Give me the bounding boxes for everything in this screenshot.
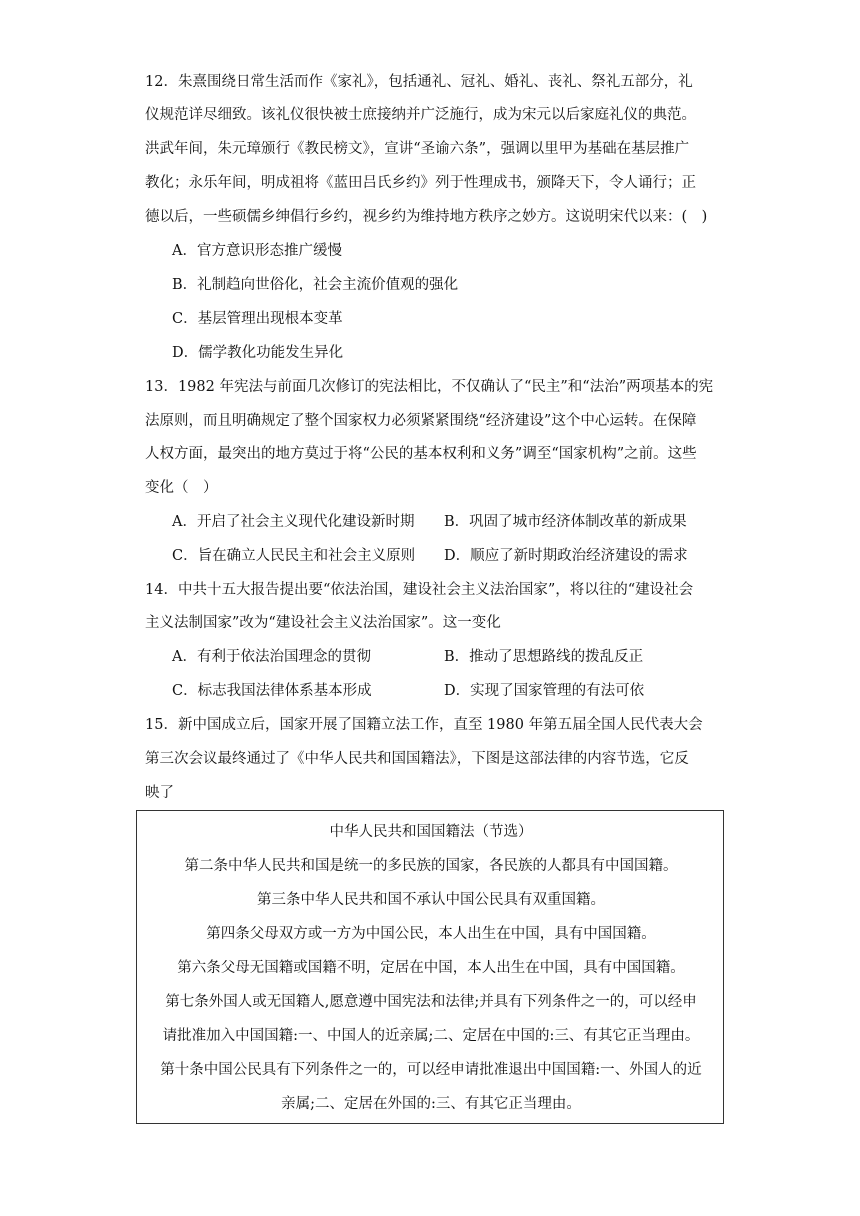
- q14-option-a[interactable]: A．有利于依法治国理念的贯彻: [172, 649, 371, 665]
- q15-stem-line: 映了: [145, 785, 174, 801]
- q12-stem-line: 洪武年间，朱元璋颁行《教民榜文》，宣讲“圣谕六条”，强调以里甲为基础在基层推广: [145, 141, 690, 157]
- law-article: 亲属;二、定居在外国的:三、有其它正当理由。: [281, 1096, 581, 1112]
- q14-option-d[interactable]: D．实现了国家管理的有法可依: [444, 683, 645, 699]
- q15-stem-line: 第三次会议最终通过了《中华人民共和国国籍法》，下图是这部法律的内容节选，它反: [145, 751, 689, 767]
- law-article: 第六条父母无国籍或国籍不明，定居在中国，本人出生在中国，具有中国国籍。: [177, 960, 685, 976]
- q13-stem-line: 人权方面，最突出的地方莫过于将“公民的基本权利和义务”调至“国家机构”之前。这些: [145, 446, 697, 462]
- q13-stem-line: 法原则，而且明确规定了整个国家权力必须紧紧围绕“经济建设”这个中心运转。在保障: [145, 413, 697, 429]
- q13-option-d[interactable]: D．顺应了新时期政治经济建设的需求: [444, 548, 688, 564]
- q13-option-b[interactable]: B．巩固了城市经济体制改革的新成果: [444, 514, 687, 530]
- law-excerpt-box: [136, 810, 724, 1124]
- q12-stem-line: 12．朱熹围绕日常生活而作《家礼》，包括通礼、冠礼、婚礼、丧礼、祭礼五部分，礼: [145, 74, 693, 90]
- q12-option-a[interactable]: A．官方意识形态推广缓慢: [172, 243, 342, 259]
- law-excerpt-title: 中华人民共和国国籍法（节选）: [329, 824, 533, 840]
- q13-stem-line: 13．1982 年宪法与前面几次修订的宪法相比，不仅确认了“民主”和“法治”两项基本的宪: [145, 379, 714, 395]
- q12-option-c[interactable]: C．基层管理出现根本变革: [172, 311, 343, 327]
- q14-stem-line: 主义法制国家”改为“建设社会主义法治国家”。这一变化: [145, 615, 501, 631]
- law-article: 第七条外国人或无国籍人,愿意遵中国宪法和法律;并具有下列条件之一的，可以经申: [165, 994, 697, 1010]
- law-article: 第十条中国公民具有下列条件之一的，可以经申请批准退出中国国籍:一、外国人的近: [160, 1062, 702, 1078]
- q15-stem-line: 15．新中国成立后，国家开展了国籍立法工作，直至 1980 年第五届全国人民代表大会: [145, 717, 703, 733]
- q14-option-c[interactable]: C．标志我国法律体系基本形成: [172, 683, 372, 699]
- q13-option-c[interactable]: C．旨在确立人民民主和社会主义原则: [172, 548, 416, 564]
- q13-stem-line: 变化（ ）: [145, 480, 218, 496]
- q12-option-d[interactable]: D．儒学教化功能发生异化: [172, 345, 344, 361]
- q14-option-b[interactable]: B．推动了思想路线的拨乱反正: [444, 649, 644, 665]
- law-article: 第二条中华人民共和国是统一的多民族的国家，各民族的人都具有中国国籍。: [184, 858, 678, 874]
- law-article: 请批准加入中国国籍:一、中国人的近亲属;二、定居在中国的:三、有其它正当理由。: [162, 1028, 700, 1044]
- law-article: 第三条中华人民共和国不承认中国公民具有双重国籍。: [257, 892, 605, 908]
- q13-option-a[interactable]: A．开启了社会主义现代化建设新时期: [172, 514, 415, 530]
- q12-stem-line: 仪规范详尽细致。该礼仪很快被士庶接纳并广泛施行，成为宋元以后家庭礼仪的典范。: [145, 107, 696, 123]
- law-article: 第四条父母双方或一方为中国公民，本人出生在中国，具有中国国籍。: [206, 926, 656, 942]
- q12-stem-line: 教化；永乐年间，明成祖将《蓝田吕氏乡约》列于性理成书，颁降天下，令人诵行；正: [145, 175, 696, 191]
- q12-option-b[interactable]: B．礼制趋向世俗化，社会主流价值观的强化: [172, 277, 459, 293]
- q12-stem-line: 德以后，一些硕儒乡绅倡行乡约，视乡约为维持地方秩序之妙方。这说明宋代以来：( ): [145, 209, 708, 225]
- q14-stem-line: 14．中共十五大报告提出要“依法治国，建设社会主义法治国家”，将以往的“建设社会: [145, 582, 694, 598]
